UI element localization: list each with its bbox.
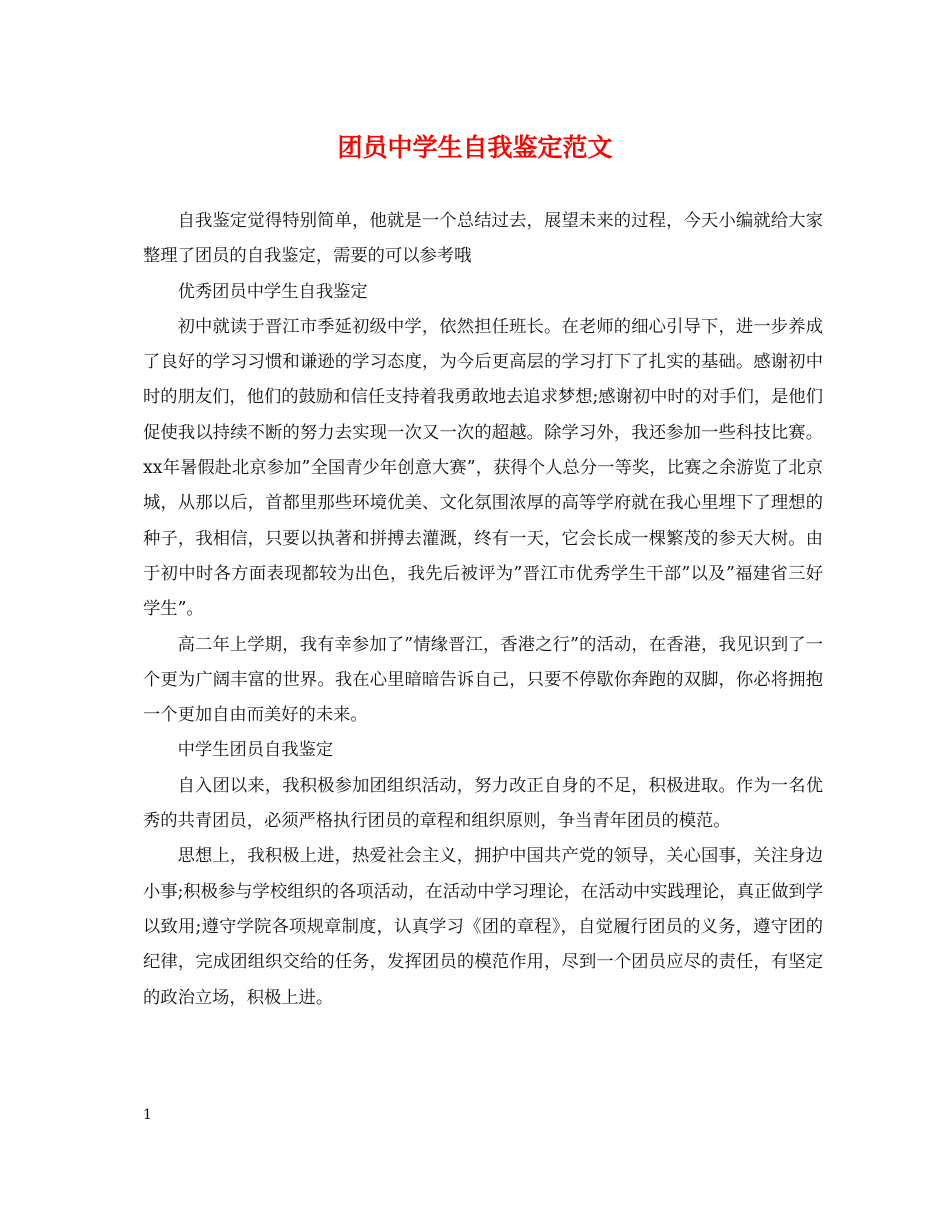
paragraph-since-joining: 自入团以来，我积极参加团组织活动，努力改正自身的不足，积极进取。作为一名优秀的共青团员，必须严格执行团员的章程和组织原则，争当青年团员的模范。 xyxy=(143,775,823,832)
paragraph-intro: 自我鉴定觉得特别简单，他就是一个总结过去，展望未来的过程，今天小编就给大家整理了团员的自我鉴定，需要的可以参考哦 xyxy=(143,211,823,267)
document-body xyxy=(143,204,823,1016)
paragraph-hong-kong-trip: 高二年上学期，我有幸参加了”情缘晋江，香港之行”的活动，在香港，我见识到了一个更为广阔丰富的世界。我在心里暗暗告诉自己，只要不停歇你奔跑的双脚，你必将拥抱一个更加自由而美好的未来。 xyxy=(143,634,823,726)
document-title: 团员中学生自我鉴定范文 xyxy=(337,133,613,162)
paragraph-junior-high: 初中就读于晋江市季延初级中学，依然担任班长。在老师的细心引导下，进一步养成了良好的学习习惯和谦逊的学习态度，为今后更高层的学习打下了扎实的基础。感谢初中时的朋友们，他们的鼓励和信任支持着我勇敢地去追求梦想;感谢初中时的对手们，是他们促使我以持续不断的努力去实现一次又一次的超越。除学习外，我还参加一些科技比赛。xx年暑假赴北京参加”全国青少年创意大赛”，获得个人总分一等奖，比赛之余游览了北京城，从那以后，首都里那些环境优美、文化氛围浓厚的高等学府就在我心里埋下了理想的种子，我相信，只要以执著和拼搏去灌溉，终有一天，它会长成一棵繁茂的参天大树。由于初中时各方面表现都较为出色，我先后被评为”晋江市优秀学生干部”以及”福建省三好学生”。 xyxy=(143,316,823,620)
section-heading-student-member: 中学生团员自我鉴定 xyxy=(177,740,334,761)
page-number: 1 xyxy=(143,1107,152,1123)
section-heading-excellent-member: 优秀团员中学生自我鉴定 xyxy=(177,281,368,302)
paragraph-ideology: 思想上，我积极上进，热爱社会主义，拥护中国共产党的领导，关心国事，关注身边小事;积极参与学校组织的各项活动，在活动中学习理论，在活动中实践理论，真正做到学以致用;遵守学院各项规章制度，认真学习《团的章程》，自觉履行团员的义务，遵守团的纪律，完成团组织交给的任务，发挥团员的模范作用，尽到一个团员应尽的责任，有坚定的政治立场，积极上进。 xyxy=(143,846,823,1008)
